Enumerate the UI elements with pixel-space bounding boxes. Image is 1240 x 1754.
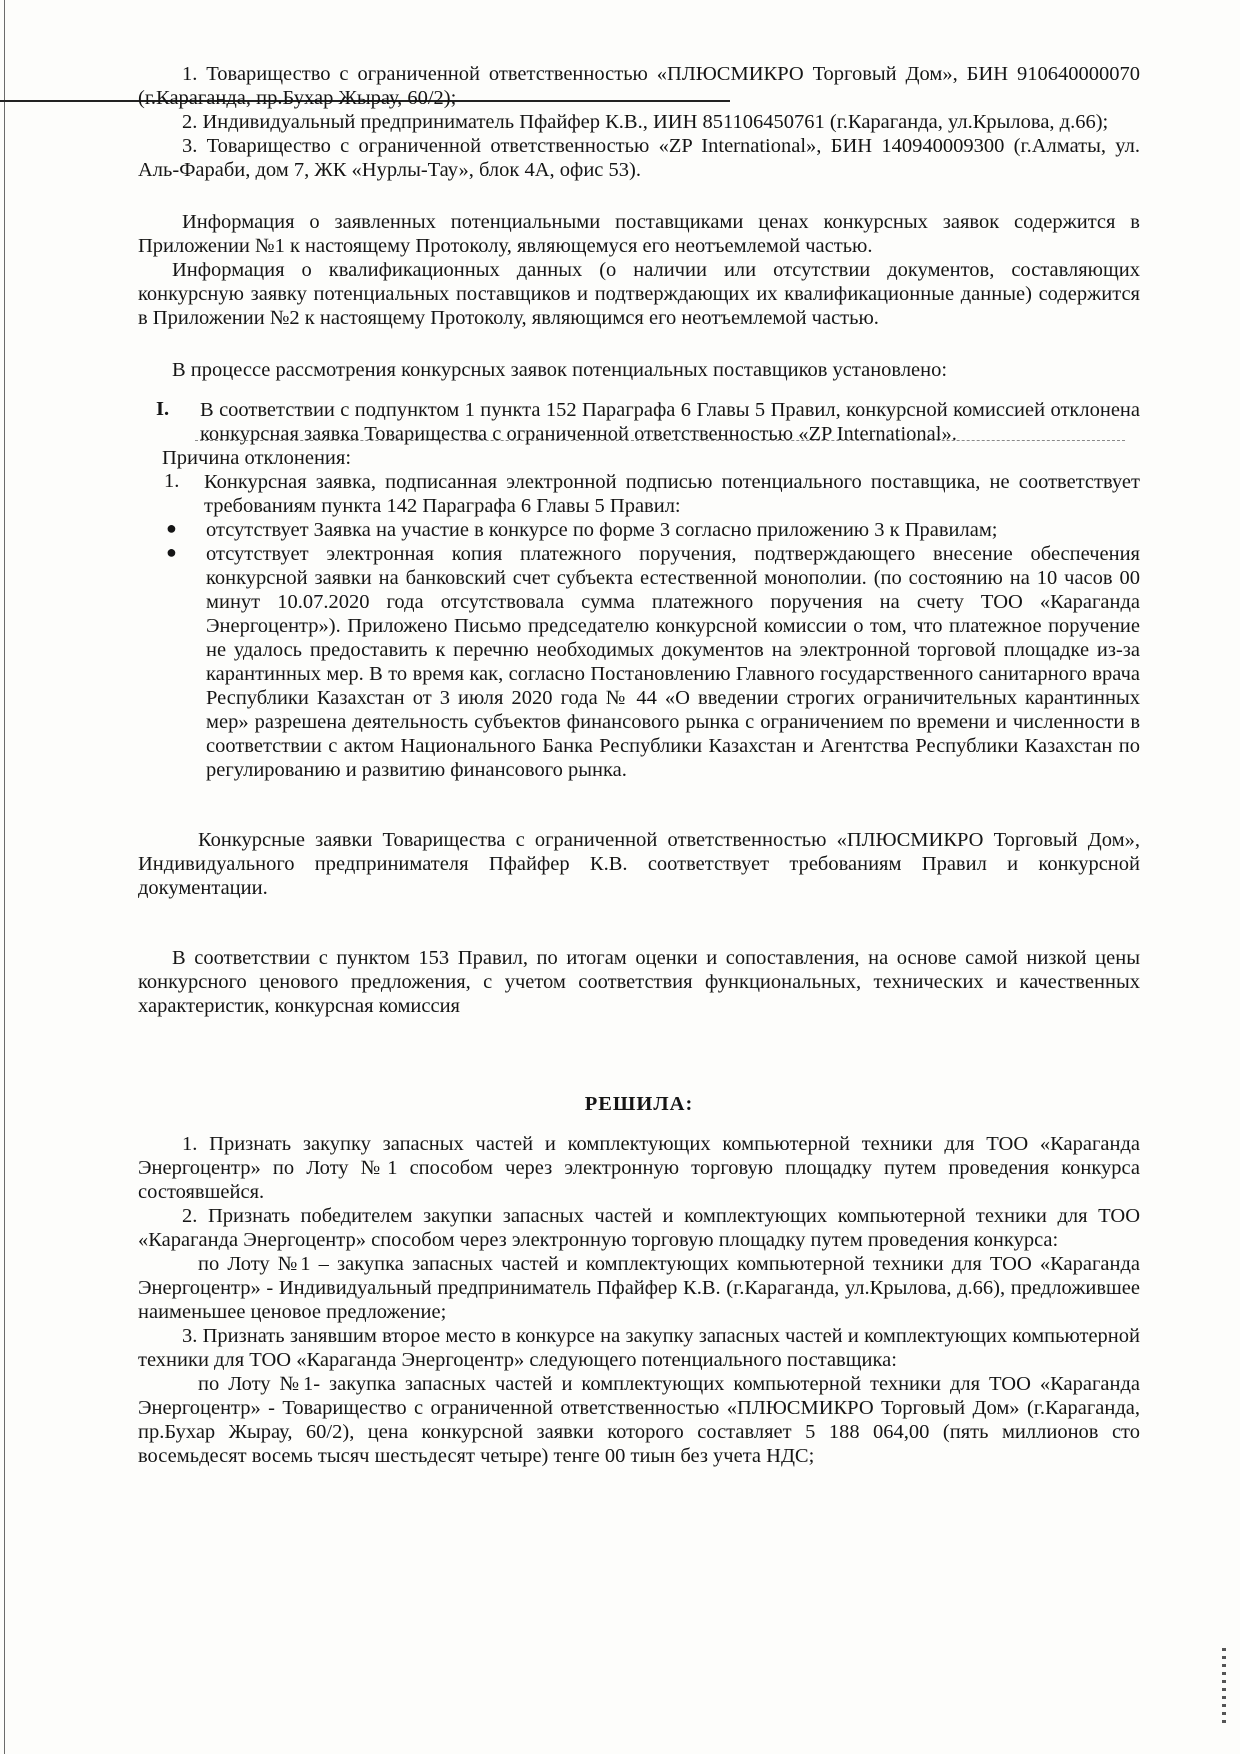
decision-2-lot: по Лоту №1 – закупка запасных частей и комплектующих компьютерной техники для ТОО «Караганда Энергоцентр» - Индивидуальный предприниматель Пфайфер К.В. (г.Караганда, ул.Крылова, д.66), предложившее наименьшее ценовое предложение; (138, 1253, 1140, 1323)
qualification-info-paragraph: Информация о квалификационных данных (о наличии или отсутствии документов, составляющих конкурсную заявку потенциальных поставщиков и подтверждающих их квалификационные данные) содержится в Приложении №2 к настоящему Протоколу, являющимся его неотъемлемой частью. (138, 259, 1140, 329)
margin-tick-marks (1222, 1648, 1226, 1728)
prices-info-paragraph: Информация о заявленных потенциальными поставщиками ценах конкурсных заявок содержится в Приложении №1 к настоящему Протоколу, являющемуся его неотъемлемой частью. (138, 211, 1140, 257)
rejection-text: В соответствии с подпунктом 1 пункта 152 Параграфа 6 Главы 5 Правил, конкурсной комиссией отклонена конкурсная заявка Товарищества с ограниченной ответственностью «ZP International». (200, 399, 1140, 445)
decision-3: 3. Признать занявшим второе место в конкурсе на закупку запасных частей и комплектующих компьютерной техники для ТОО «Караганда Энергоцентр» следующего потенциального поставщика: (138, 1325, 1140, 1371)
bullet-item (164, 542, 1140, 782)
decision-2: 2. Признать победителем закупки запасных частей и комплектующих компьютерной техники для ТОО «Караганда Энергоцентр» способом через электронную торговую площадку путем проведения конкурса: (138, 1205, 1140, 1251)
rejection-reason-item (164, 470, 1140, 518)
document-page (138, 62, 1140, 1468)
participant-3: 3. Товарищество с ограниченной ответственностью «ZP International», БИН 140940009300 (г.Алматы, ул. Аль-Фараби, дом 7, ЖК «Нурлы-Тау», блок 4А, офис 53). (138, 135, 1140, 181)
bullet-text: отсутствует электронная копия платежного поручения, подтверждающего внесение обеспечения конкурсной заявки на банковский счет субъекта естественной монополии. (по состоянию на 10 часов 00 минут 10.07.2020 года отсутствовала сумма платежного поручения на счету ТОО «Караганда Энергоцентр»). Приложено Письмо председателю конкурсной комиссии о том, что платежное поручение не удалось предоставить к перечню необходимых документов на электронной торговой площадке из-за карантинных мер. В то время как, согласно Постановлению Главного государственного санитарного врача Республики Казахстан от 3 июля 2020 года № 44 «О введении строгих ограничительных карантинных мер» разрешена деятельность субъектов финансового рынка с ограничением по времени и численности в соответствии с актом Национального Банка Республики Казахстан и Агентства Республики Казахстан по регулированию и развитию финансового рынка. (206, 543, 1140, 781)
rejection-numeral: I. (156, 398, 170, 420)
compliance-paragraph: Конкурсные заявки Товарищества с ограниченной ответственностью «ПЛЮСМИКРО Торговый Дом», Индивидуального предпринимателя Пфайфер К.В. соответствует требованиям Правил и конкурсной документации. (138, 829, 1140, 899)
bullet-text: отсутствует Заявка на участие в конкурсе по форме 3 согласно приложению 3 к Правилам; (206, 519, 998, 541)
reason-item-number: 1. (164, 470, 180, 492)
decision-heading: РЕШИЛА: (584, 1093, 694, 1115)
participant-2: 2. Индивидуальный предприниматель Пфайфер К.В., ИИН 851106450761 (г.Караганда, ул.Крылова, д.66); (182, 111, 1109, 133)
bullet-item (164, 518, 1140, 542)
scan-edge-line (4, 0, 5, 1754)
bullet-icon: ● (166, 518, 177, 538)
rejection-reason-label: Причина отклонения: (162, 447, 352, 469)
rejection-section (156, 398, 1140, 446)
decision-3-lot: по Лоту №1- закупка запасных частей и комплектующих компьютерной техники для ТОО «Караганда Энергоцентр» - Товарищество с ограниченной ответственностью «ПЛЮСМИКРО Торговый Дом» (г.Караганда, пр.Бухар Жырау, 60/2), цена конкурсной заявки которого составляет 5 188 064,00 (пять миллионов сто восемьдесят восемь тысяч шестьдесят четыре) тенге 00 тиын без учета НДС; (138, 1373, 1140, 1467)
reason-item-text: Конкурсная заявка, подписанная электронной подписью потенциального поставщика, не соответствует требованиям пункта 142 Параграфа 6 Главы 5 Правил: (204, 471, 1140, 517)
review-intro: В процессе рассмотрения конкурсных заявок потенциальных поставщиков установлено: (172, 359, 948, 381)
bullet-icon: ● (166, 542, 177, 562)
decision-1: 1. Признать закупку запасных частей и комплектующих компьютерной техники для ТОО «Караганда Энергоцентр» по Лоту №1 способом через электронную торговую площадку путем проведения конкурса состоявшейся. (138, 1133, 1140, 1203)
evaluation-paragraph: В соответствии с пунктом 153 Правил, по итогам оценки и сопоставления, на основе самой низкой цены конкурсного ценового предложения, с учетом соответствия функциональных, технических и качественных характеристик, конкурсная комиссия (138, 947, 1140, 1017)
participant-1: 1. Товарищество с ограниченной ответственностью «ПЛЮСМИКРО Торговый Дом», БИН 910640000070 (г.Караганда, пр.Бухар Жырау, 60/2); (138, 63, 1140, 109)
